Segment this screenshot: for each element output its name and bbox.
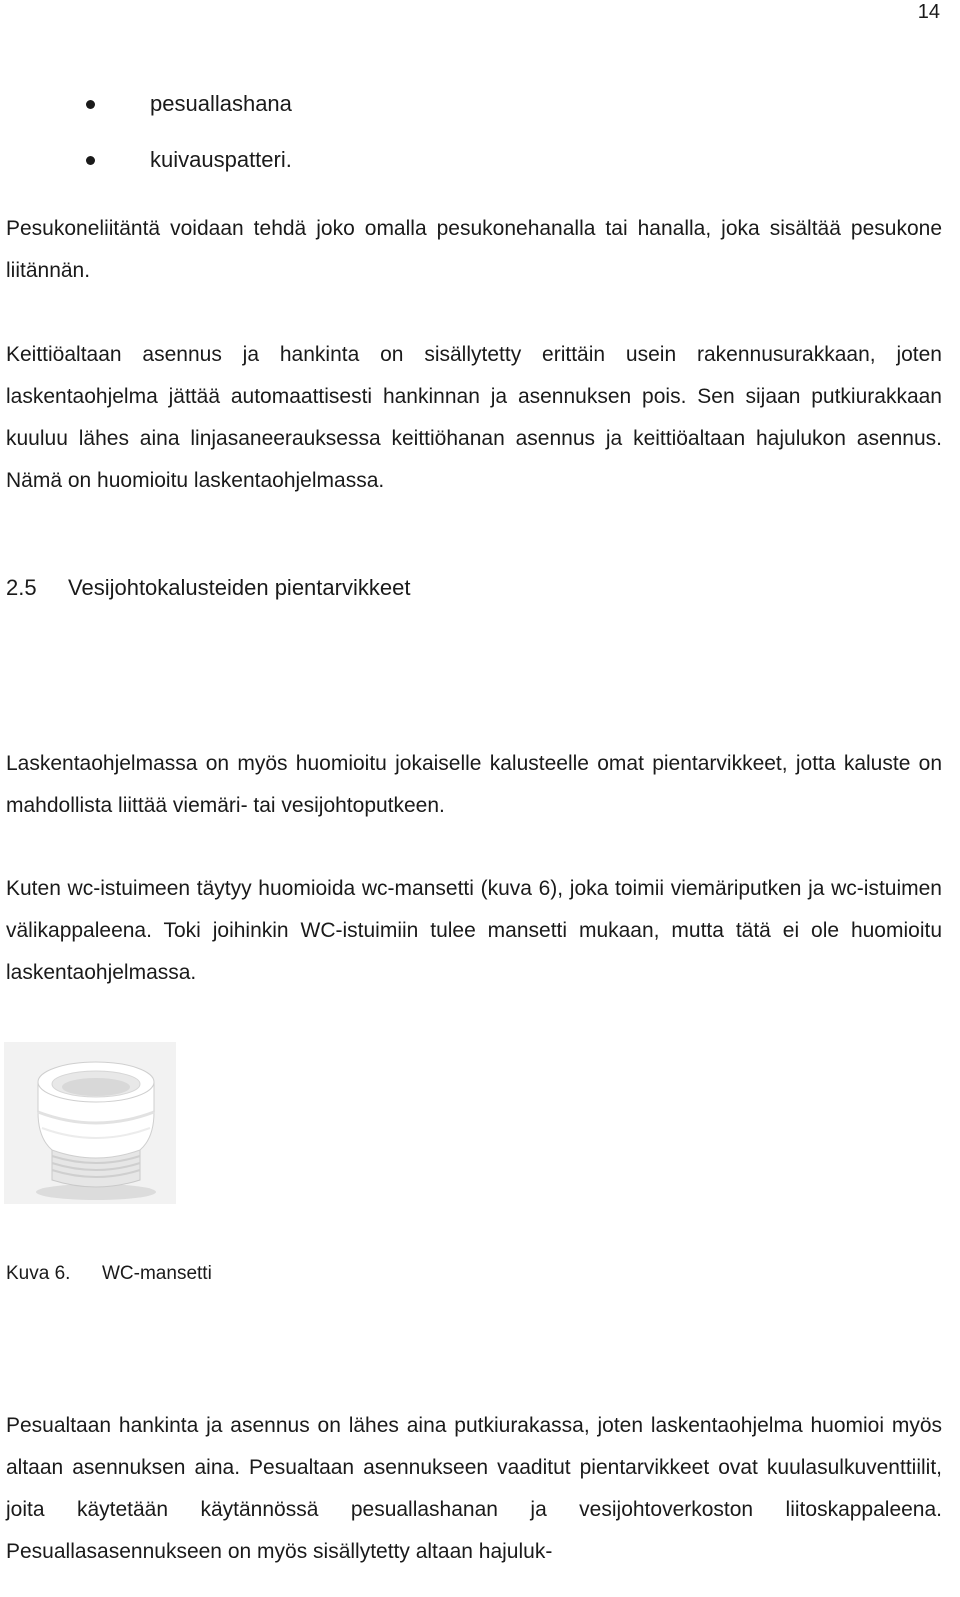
figure-caption-label: Kuva 6. <box>6 1263 71 1284</box>
paragraph-washing-machine: Pesukoneliitäntä voidaan tehdä joko omalla pesukonehanalla tai hanalla, joka sisältää pesukone liitännän. <box>6 217 942 282</box>
section-title: Vesijohtokalusteiden pientarvikkeet <box>68 575 411 600</box>
paragraph-wc-sleeve: Kuten wc-istuimeen täytyy huomioida wc-mansetti (kuva 6), joka toimii viemäriputken ja wc-istuimen välikappaleena. Toki joihinkin WC-istuimiin tulee mansetti mukaan, mutta tätä ei ole huomioitu laskentaohjelmassa. <box>6 877 942 984</box>
list-item-text: pesuallashana <box>150 91 292 116</box>
section-heading <box>6 570 410 606</box>
list-item-text: kuivauspatteri. <box>150 147 292 172</box>
page-number: 14 <box>917 1 940 23</box>
wc-sleeve-image <box>4 1042 176 1204</box>
paragraph-washbasin: Pesualtaan hankinta ja asennus on lähes aina putkiurakassa, joten laskentaohjelma huomioi myös altaan asennuksen aina. Pesualtaan asennukseen vaaditut pientarvikkeet ovat kuulasulkuventtiilit, joita käytetään käytännössä pesuallashanan ja vesijohtoverkoston liitoskappaleena. Pesuallasasennukseen on myös sisällytetty altaan hajuluk- <box>6 1414 942 1563</box>
paragraph-accessories: Laskentaohjelmassa on myös huomioitu jokaiselle kalusteelle omat pientarvikkeet, jotta kaluste on mahdollista liittää viemäri- tai vesijohtoputkeen. <box>6 752 942 817</box>
paragraph-kitchen-sink: Keittiöaltaan asennus ja hankinta on sisällytetty erittäin usein rakennusurakkaan, joten laskentaohjelma jättää automaattisesti hankinnan ja asennuksen pois. Sen sijaan putkiurakkaan kuuluu lähes aina linjasaneerauksessa keittiöhanan asennus ja keittiöaltaan hajulukon asennus. Nämä on huomioitu laskentaohjelmassa. <box>6 343 942 492</box>
section-number: 2.5 <box>6 575 37 600</box>
figure-caption <box>6 1261 212 1287</box>
bullet-dot-icon <box>86 156 95 165</box>
wc-sleeve-illustration <box>4 1042 176 1204</box>
figure-caption-text: WC-mansetti <box>102 1263 212 1284</box>
bullet-dot-icon <box>86 100 95 109</box>
